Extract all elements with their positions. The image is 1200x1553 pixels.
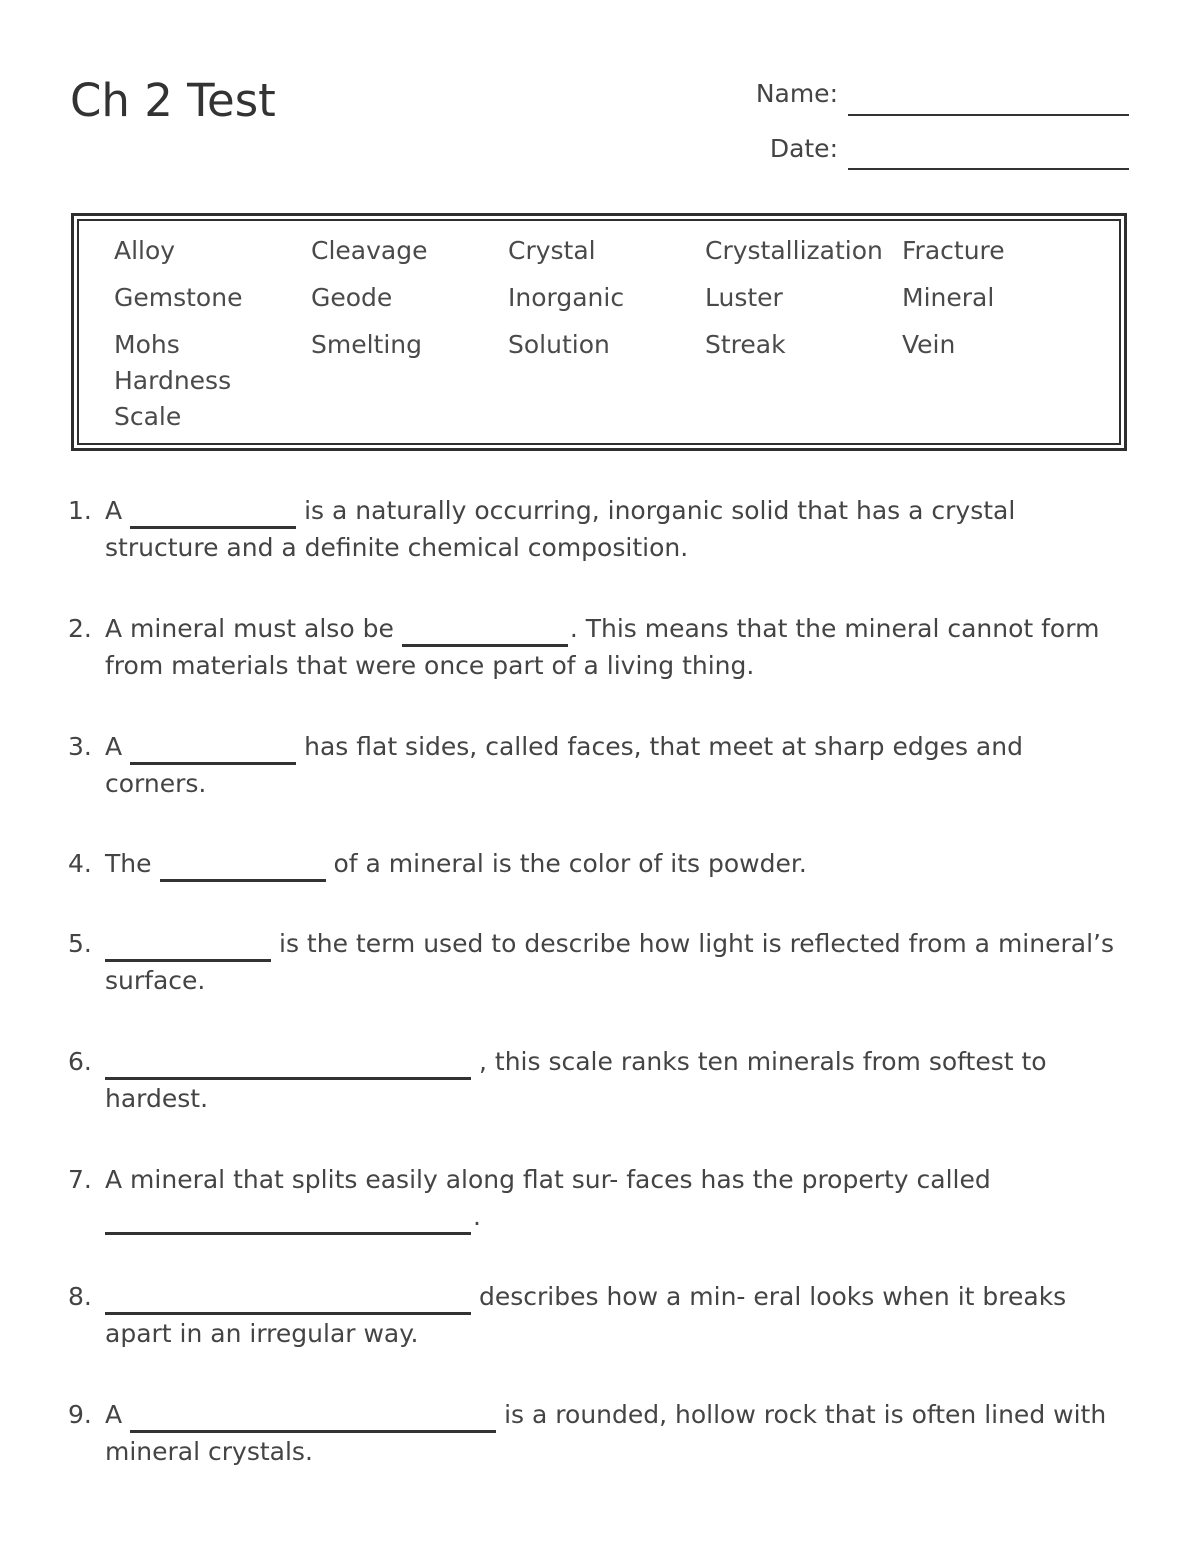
question-text-before: A mineral that splits easily along flat sur- faces has the property called: [105, 1165, 991, 1194]
word-bank-term: Alloy: [114, 236, 176, 265]
question-number: 7.: [68, 1165, 92, 1194]
date-label: Date:: [769, 134, 838, 163]
question-text-before: The: [105, 849, 152, 878]
question-text-after: has flat sides, called faces, that meet at sharp edges and corners.: [105, 732, 1023, 798]
question-9: [68, 1396, 1128, 1470]
question-text-before: A: [105, 732, 123, 761]
word-bank-term: Geode: [311, 283, 393, 312]
word-bank-term: Mineral: [902, 283, 995, 312]
answer-blank[interactable]: [105, 937, 271, 962]
word-bank-term: Crystallization: [705, 236, 883, 265]
question-text-after: is the term used to describe how light is reflected from a mineral’s surface.: [105, 929, 1114, 995]
answer-blank[interactable]: [160, 857, 326, 882]
question-text-after: is a naturally occurring, inorganic solid that has a crystal structure and a definite chemical composition.: [105, 496, 1016, 562]
question-number: 2.: [68, 614, 92, 643]
question-text-after: . This means that the mineral cannot form from materials that were once part of a living thing.: [105, 614, 1100, 680]
word-bank-term: Fracture: [902, 236, 1005, 265]
answer-blank[interactable]: [130, 504, 296, 529]
word-bank-term: Inorganic: [508, 283, 625, 312]
question-6: [68, 1043, 1128, 1117]
question-text-after: is a rounded, hollow rock that is often lined with mineral crystals.: [105, 1400, 1107, 1466]
question-text-after: .: [473, 1202, 481, 1231]
word-bank-term: Solution: [508, 330, 610, 359]
question-text-after: describes how a min- eral looks when it breaks apart in an irregular way.: [105, 1282, 1067, 1348]
question-text-after: of a mineral is the color of its powder.: [333, 849, 807, 878]
question-4: [68, 845, 1128, 882]
question-1: [68, 492, 1128, 566]
question-number: 4.: [68, 849, 92, 878]
question-7: [68, 1161, 1128, 1235]
question-text-before: A mineral must also be: [105, 614, 394, 643]
word-bank-term: Streak: [705, 330, 786, 359]
name-field[interactable]: [848, 114, 1129, 116]
question-text-before: A: [105, 1400, 123, 1429]
question-8: [68, 1278, 1128, 1352]
answer-blank[interactable]: [402, 622, 568, 647]
answer-blank[interactable]: [130, 1408, 496, 1433]
answer-blank[interactable]: [105, 1290, 471, 1315]
question-3: [68, 728, 1128, 802]
question-text-after: , this scale ranks ten minerals from softest to hardest.: [105, 1047, 1047, 1113]
question-number: 1.: [68, 496, 92, 525]
question-number: 9.: [68, 1400, 92, 1429]
word-bank-term: Smelting: [311, 330, 423, 359]
date-field[interactable]: [848, 168, 1129, 170]
name-label: Name:: [755, 79, 838, 108]
word-bank-term: Vein: [902, 330, 956, 359]
question-number: 6.: [68, 1047, 92, 1076]
question-number: 8.: [68, 1282, 92, 1311]
question-text-before: A: [105, 496, 123, 525]
page-title: Ch 2 Test: [70, 74, 276, 127]
answer-blank[interactable]: [130, 740, 296, 765]
question-number: 3.: [68, 732, 92, 761]
word-bank-term: Crystal: [508, 236, 596, 265]
answer-blank[interactable]: [105, 1055, 471, 1080]
question-5: [68, 925, 1128, 999]
question-2: [68, 610, 1128, 684]
word-bank-term: Mohs Hardness Scale: [114, 330, 232, 431]
question-number: 5.: [68, 929, 92, 958]
word-bank-term: Cleavage: [311, 236, 428, 265]
word-bank-term: Luster: [705, 283, 783, 312]
answer-blank[interactable]: [105, 1210, 471, 1235]
word-bank-term: Gemstone: [114, 283, 243, 312]
